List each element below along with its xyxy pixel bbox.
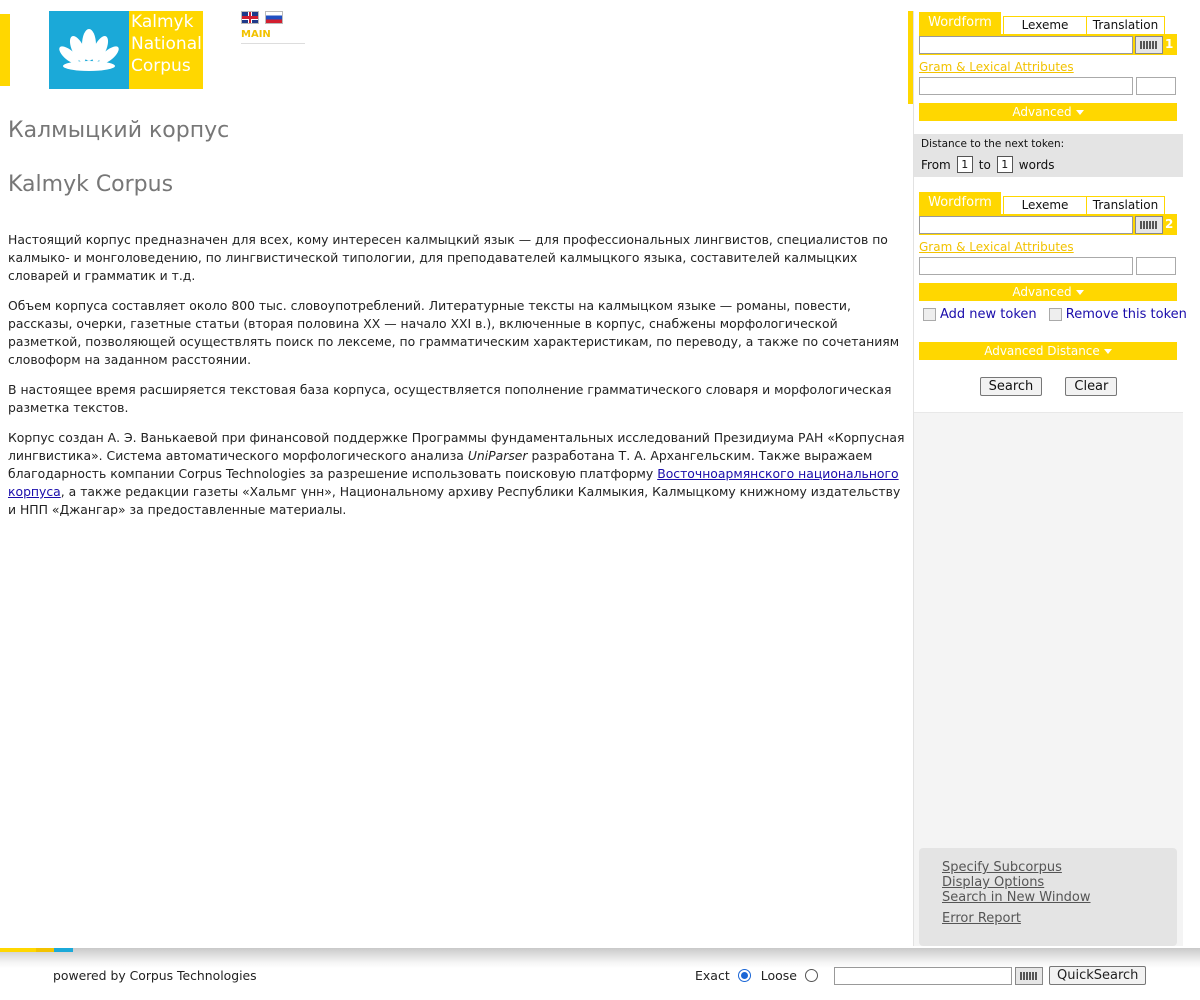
gram-attributes-link[interactable]: Gram & Lexical Attributes	[919, 240, 1074, 254]
token-2	[919, 192, 1177, 301]
armenian-corpus-link[interactable]: Восточноармянского национального корпуса	[8, 466, 899, 499]
advanced-toggle[interactable]	[919, 283, 1177, 301]
loose-label: Loose	[760, 968, 797, 983]
uniparser-name: UniParser	[467, 448, 528, 463]
token-tabs	[919, 192, 1177, 214]
logo-line: Corpus	[131, 56, 191, 76]
tab-wordform[interactable]: Wordform	[919, 192, 1001, 215]
form-buttons	[914, 375, 1183, 396]
advanced-label: Advanced	[1012, 105, 1072, 119]
logo-line: National	[131, 34, 202, 54]
clear-button[interactable]: Clear	[1065, 377, 1117, 396]
page-title-en: Kalmyk Corpus	[8, 172, 174, 197]
token-number: 1	[1165, 37, 1174, 51]
paragraph	[8, 429, 906, 519]
tab-translation[interactable]: Translation	[1086, 196, 1165, 215]
options-links	[919, 848, 1177, 946]
display-options-link[interactable]: Display Options	[942, 875, 1045, 890]
specify-subcorpus-link[interactable]: Specify Subcorpus	[942, 860, 1062, 875]
gram-input-short[interactable]	[1136, 257, 1176, 275]
token-number: 2	[1165, 217, 1174, 231]
token-actions	[923, 307, 1195, 322]
russian-flag-icon[interactable]	[265, 11, 283, 24]
to-label: to	[978, 157, 991, 172]
from-label: From	[921, 157, 951, 172]
distance-to-input[interactable]: 1	[997, 156, 1013, 173]
footer-accent	[36, 948, 54, 952]
remove-token-label: Remove this token	[1065, 307, 1187, 322]
main-link[interactable]: MAIN	[241, 29, 305, 44]
advanced-distance-toggle[interactable]	[919, 342, 1177, 360]
add-token-label: Add new token	[940, 307, 1037, 322]
description-text	[8, 231, 906, 531]
distance-label: Distance to the next token:	[921, 138, 1065, 150]
token-tabs	[919, 12, 1177, 34]
distance-from-input[interactable]: 1	[957, 156, 973, 173]
remove-icon	[1049, 308, 1062, 321]
search-panel	[913, 11, 1187, 946]
keyboard-icon[interactable]	[1135, 216, 1163, 234]
gram-attributes-link[interactable]: Gram & Lexical Attributes	[919, 60, 1074, 74]
advanced-label: Advanced	[1012, 285, 1072, 299]
keyboard-icon[interactable]	[1135, 36, 1163, 54]
exact-label: Exact	[695, 968, 730, 983]
language-flags	[241, 11, 283, 24]
words-label: words	[1018, 157, 1055, 172]
wordform-input[interactable]	[919, 216, 1133, 234]
paragraph-text: Корпус создан А. Э. Ванькаевой при финансовой поддержке Программы фундаментальных исследований Президиума РАН «Корпусная лингвистика». Система автоматического морфологического анализа	[8, 430, 905, 463]
tab-wordform[interactable]: Wordform	[919, 12, 1001, 35]
advanced-toggle[interactable]	[919, 103, 1177, 121]
gram-row	[919, 257, 1177, 277]
error-report-link[interactable]: Error Report	[942, 911, 1021, 926]
logo[interactable]	[49, 11, 203, 89]
paragraph: Настоящий корпус предназначен для всех, кому интересен калмыцкий язык — для профессиональных лингвистов, специалистов по калмыко- и монголоведению, по лингвистической типологии, для преподавателей калмыцкого языка, составителей калмыцких словарей и грамматик и т.д.	[8, 232, 888, 283]
caret-down-icon	[1104, 349, 1112, 354]
advanced-distance-label: Advanced Distance	[984, 344, 1100, 358]
search-button[interactable]: Search	[980, 377, 1043, 396]
paragraph-text: разработана Т. А. Архангельским. Также выражаем благодарность компании Corpus Technologies за разрешение использовать поисковую платформу	[8, 448, 873, 481]
exact-radio[interactable]	[738, 969, 751, 982]
distance-section	[914, 134, 1183, 177]
quick-search	[695, 966, 1146, 985]
page-title-ru: Калмыцкий корпус	[8, 118, 230, 143]
left-accent-bar	[0, 14, 10, 86]
gram-input[interactable]	[919, 257, 1133, 275]
caret-down-icon	[1076, 290, 1084, 295]
token-1	[919, 12, 1177, 121]
add-token-button[interactable]	[923, 307, 1041, 322]
new-window-search-link[interactable]: Search in New Window	[942, 890, 1091, 905]
wordform-input[interactable]	[919, 36, 1133, 54]
loose-radio[interactable]	[805, 969, 818, 982]
gram-row	[919, 77, 1177, 97]
panel-accent-bar	[908, 11, 913, 104]
tab-translation[interactable]: Translation	[1086, 16, 1165, 35]
logo-line: Kalmyk	[131, 12, 194, 32]
english-flag-icon[interactable]	[241, 11, 259, 24]
paragraph-text: , а также редакции газеты «Хальмг үнн», Национальному архиву Республики Калмыкия, Калмыцкому книжному издательству и НПП «Джангар» за предоставленные материалы.	[8, 484, 901, 517]
quick-search-input[interactable]	[834, 967, 1012, 985]
keyboard-icon[interactable]	[1015, 967, 1043, 985]
distance-row	[921, 156, 1055, 173]
add-icon	[923, 308, 936, 321]
tab-lexeme[interactable]: Lexeme	[1003, 16, 1087, 35]
gram-input[interactable]	[919, 77, 1133, 95]
footer-shadow	[0, 948, 1200, 968]
quick-search-button[interactable]: QuickSearch	[1049, 966, 1146, 985]
lotus-logo-icon	[49, 11, 129, 89]
caret-down-icon	[1076, 110, 1084, 115]
advanced-distance-section	[919, 342, 1177, 360]
logo-text	[131, 11, 203, 77]
wordform-row	[919, 34, 1177, 55]
footer-accent	[54, 948, 73, 952]
paragraph: В настоящее время расширяется текстовая база корпуса, осуществляется пополнение грамматического словаря и морфологическая разметка текстов.	[8, 382, 892, 415]
paragraph: Объем корпуса составляет около 800 тыс. словоупотреблений. Литературные тексты на калмыцком языке — романы, повести, рассказы, очерки, газетные статьи (вторая половина XX — начало XXI в.), включенные в корпус, снабжены морфологической разметкой, позволяющей осуществлять поиск по лексеме, по грамматическим характеристикам, по переводу, а также по сочетаниям словоформ на заданном расстоянии.	[8, 298, 900, 367]
powered-by-text: powered by Corpus Technologies	[53, 968, 257, 983]
wordform-row	[919, 214, 1177, 235]
tab-lexeme[interactable]: Lexeme	[1003, 196, 1087, 215]
remove-token-button[interactable]	[1049, 307, 1191, 322]
gram-input-short[interactable]	[1136, 77, 1176, 95]
footer-accent	[0, 948, 36, 952]
